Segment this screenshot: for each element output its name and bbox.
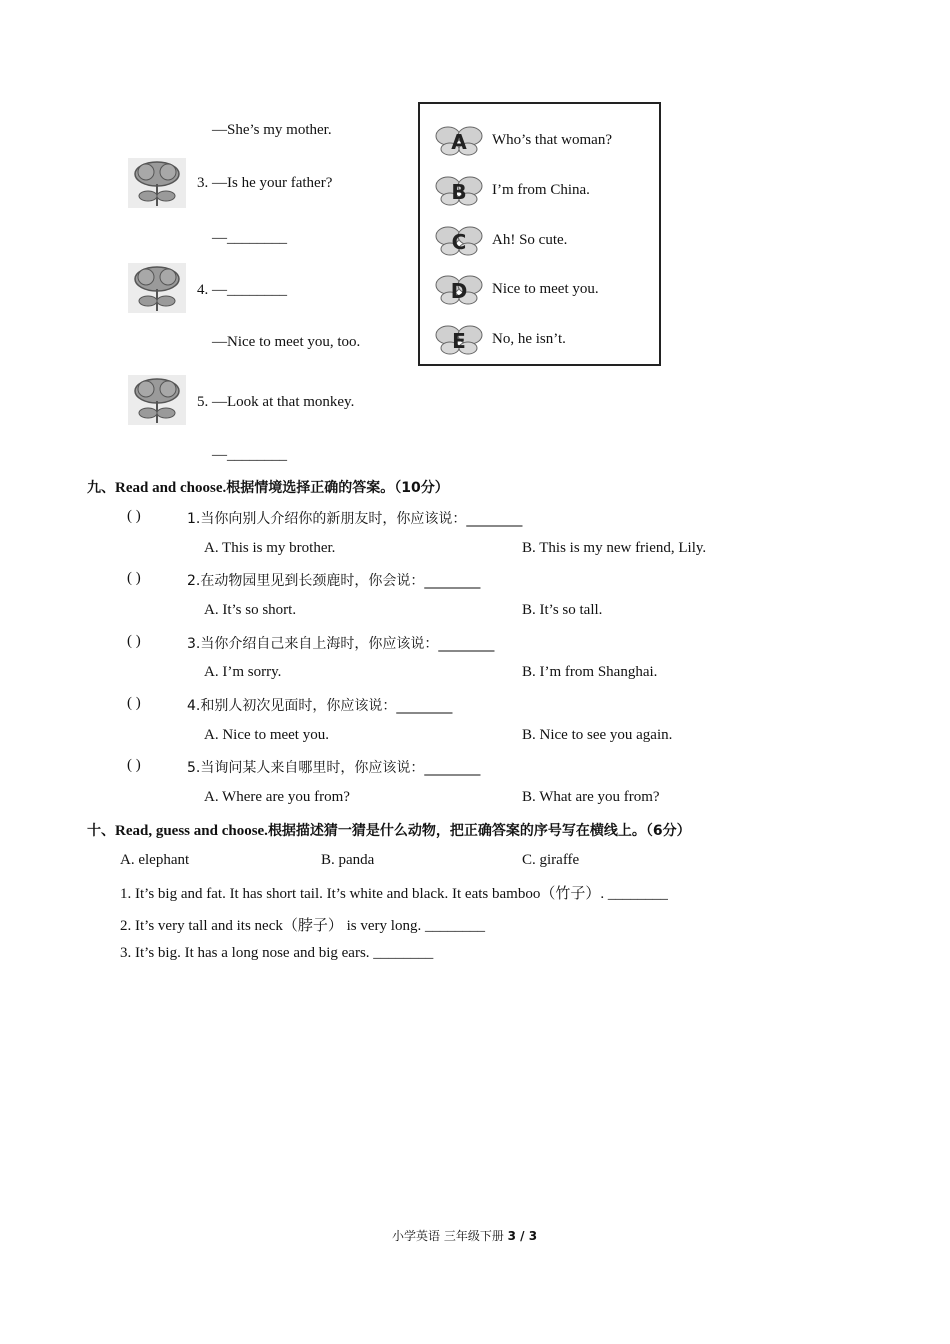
s9-q3-bracket[interactable]: ( ) <box>127 633 141 649</box>
q4-answer: —Nice to meet you, too. <box>212 334 361 350</box>
s9-q4-option-b: B. Nice to see you again. <box>522 727 673 743</box>
svg-text:B: B <box>451 180 467 204</box>
s9-q5-option-a: A. Where are you from? <box>204 789 350 805</box>
section9-number: 九、 <box>87 480 115 496</box>
option-c-text: Ah! So cute. <box>492 232 568 248</box>
s9-q4-bracket[interactable]: ( ) <box>127 695 141 711</box>
q3-question: 3. —Is he your father? <box>197 175 333 191</box>
s9-q2-bracket[interactable]: ( ) <box>127 570 141 586</box>
section10-title-cn: 根据描述猜一猜是什么动物，把正确答案的序号写在横线上。（6分） <box>267 823 691 839</box>
section9-title-cn: 根据情境选择正确的答案。（10分） <box>226 480 449 496</box>
s9-q1-option-b: B. This is my new friend, Lily. <box>522 540 707 556</box>
option-b-text: I’m from China. <box>492 182 590 198</box>
s9-q3-stem: 3.当你介绍自己来自上海时，你应该说：________ <box>187 636 495 652</box>
s9-q2-option-b: B. It’s so tall. <box>522 602 603 618</box>
q3-answer-blank[interactable]: —________ <box>212 230 287 246</box>
s9-q5-bracket[interactable]: ( ) <box>127 757 141 773</box>
svg-text:A: A <box>451 130 467 154</box>
s9-q3-option-a: A. I’m sorry. <box>204 664 282 680</box>
s9-q2-stem: 2.在动物园里见到长颈鹿时，你会说：________ <box>187 573 481 589</box>
option-d-text: Nice to meet you. <box>492 281 599 297</box>
s9-q1-option-a: A. This is my brother. <box>204 540 336 556</box>
svg-text:E: E <box>452 329 466 353</box>
s9-q3-option-b: B. I’m from Shanghai. <box>522 664 658 680</box>
q4-question-blank[interactable]: 4. —________ <box>197 282 287 298</box>
q5-question: 5. —Look at that monkey. <box>197 394 355 410</box>
s10-item-2: 2. It’s very tall and its neck（脖子） is very long. ________ <box>120 918 485 934</box>
s10-choice-b: B. panda <box>321 852 375 868</box>
option-a-text: Who’s that woman? <box>492 132 612 148</box>
section9-title-en: Read and choose. <box>115 480 227 496</box>
s10-item-1: 1. It’s big and fat. It has short tail. It’s white and black. It eats bamboo（竹子）. ________ <box>120 886 668 902</box>
footer-text: 小学英语 三年级下册 <box>392 1229 508 1243</box>
option-e-text: No, he isn’t. <box>492 331 566 347</box>
butterfly-d-icon <box>434 273 484 307</box>
s9-q1-bracket[interactable]: ( ) <box>127 508 141 524</box>
s9-q1-stem: 1.当你向别人介绍你的新朋友时，你应该说：________ <box>187 511 523 527</box>
svg-text:D: D <box>450 279 468 303</box>
flower-icon <box>128 158 186 208</box>
section10-title-en: Read, guess and choose. <box>115 823 268 839</box>
s10-choice-c: C. giraffe <box>522 852 580 868</box>
page-footer <box>392 1227 537 1244</box>
butterfly-b-icon <box>434 174 484 208</box>
s9-q5-stem: 5.当询问某人来自哪里时，你应该说：________ <box>187 760 481 776</box>
butterfly-c-icon <box>434 224 484 258</box>
butterfly-a-icon <box>434 124 484 158</box>
section10-number: 十、 <box>87 823 115 839</box>
section10-heading <box>87 820 691 840</box>
s9-q4-option-a: A. Nice to meet you. <box>204 727 329 743</box>
svg-text:C: C <box>451 230 467 254</box>
flower-icon <box>128 263 186 313</box>
page-number: 3 / 3 <box>507 1229 538 1243</box>
section9-heading <box>87 477 449 497</box>
s9-q2-option-a: A. It’s so short. <box>204 602 297 618</box>
s9-q4-stem: 4.和别人初次见面时，你应该说：________ <box>187 698 453 714</box>
butterfly-e-icon <box>434 323 484 357</box>
q5-answer-blank[interactable]: —________ <box>212 447 287 463</box>
q2-answer: —She’s my mother. <box>212 122 332 138</box>
s10-item-3: 3. It’s big. It has a long nose and big ears. ________ <box>120 945 434 961</box>
s9-q5-option-b: B. What are you from? <box>522 789 660 805</box>
s10-choice-a: A. elephant <box>120 852 190 868</box>
flower-icon <box>128 375 186 425</box>
options-box <box>418 102 661 366</box>
